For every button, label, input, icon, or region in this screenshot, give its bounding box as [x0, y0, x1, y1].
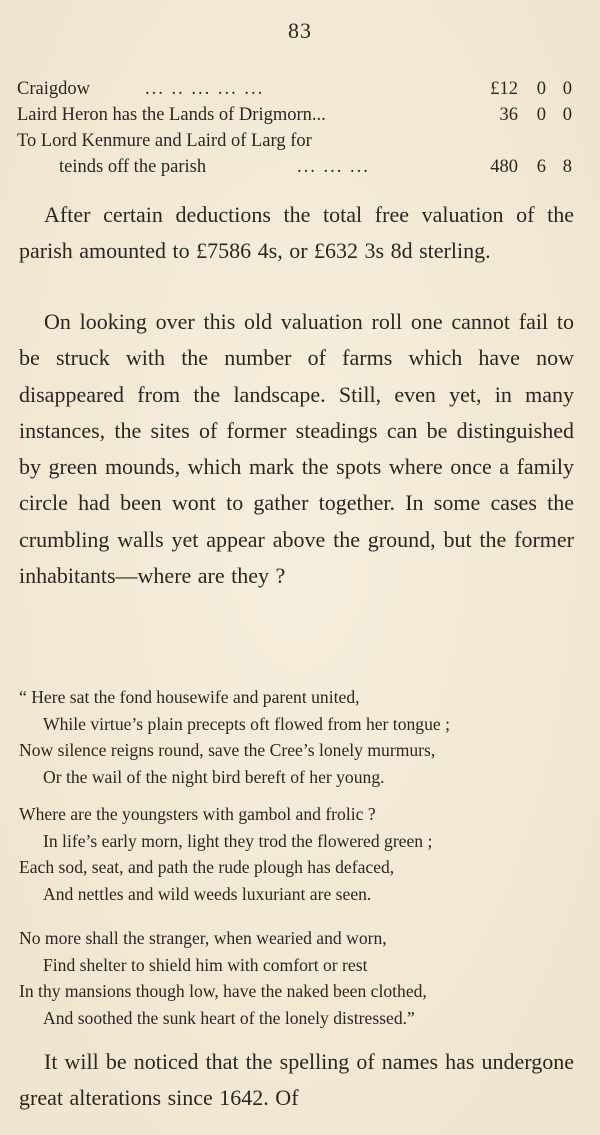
paragraph-text: On looking over this old valuation roll one cannot fail to be struck with the number of farms which have now disappeared from the landscape. Still, even yet, in many instances, the sites of former steadings can be distinguished by green mounds, which mark the spots where once a family circle had been wont to gather together. In some cases the crumbling walls yet appear above the ground, but the former inhabitants—where are they ?: [19, 309, 574, 589]
poem-line: Or the wail of the night bird bereft of her young.: [43, 766, 385, 787]
valuation-table: [17, 76, 582, 180]
page-number: 83: [288, 18, 312, 43]
amount-pence: 0: [562, 105, 572, 125]
valuation-row: [17, 76, 582, 102]
paragraph: [19, 304, 574, 594]
amount-pence: 8: [562, 157, 572, 177]
amount-pounds: £12: [490, 79, 518, 99]
paragraph-text: After certain deductions the total free valuation of the parish amounted to £7586 4s, or £632 3s 8d sterling.: [19, 202, 574, 264]
poem-stanza: [19, 684, 584, 790]
poem-stanza: [19, 801, 584, 907]
amount-pence: 0: [562, 79, 572, 99]
poem-line: While virtue’s plain precepts oft flowed from her tongue ;: [43, 713, 450, 734]
poem-line: In thy mansions though low, have the naked been clothed,: [19, 981, 427, 1001]
poem-line: In life’s early morn, light they trod the flowered green ;: [43, 830, 433, 851]
paragraph-text: It will be noticed that the spelling of names has undergone great alterations since 1642. Of: [19, 1049, 574, 1111]
valuation-name: teinds off the parish: [59, 157, 207, 177]
poem-line: Each sod, seat, and path the rude plough has defaced,: [19, 857, 395, 877]
poem-line: And nettles and wild weeds luxuriant are seen.: [43, 883, 372, 904]
amount-shillings: 6: [536, 157, 546, 177]
amount-shillings: 0: [536, 105, 546, 125]
poem-line: “ Here sat the fond housewife and parent united,: [19, 687, 360, 707]
amount-pounds: 36: [499, 105, 518, 125]
paragraph: [19, 197, 574, 270]
valuation-row: [17, 102, 582, 128]
valuation-name: To Lord Kenmure and Laird of Larg for: [17, 131, 312, 151]
valuation-row: [17, 128, 582, 154]
valuation-name: Craigdow: [17, 79, 90, 99]
amount-shillings: 0: [536, 79, 546, 99]
poem-line: Find shelter to shield him with comfort or rest: [43, 954, 368, 975]
poem-stanza: [19, 925, 584, 1031]
poem-line: Now silence reigns round, save the Cree’s lonely murmurs,: [19, 740, 436, 760]
poem-line: And soothed the sunk heart of the lonely distressed.”: [43, 1007, 415, 1028]
poem-line: No more shall the stranger, when wearied and worn,: [19, 928, 387, 948]
leader-dots: ... .. ... ... ...: [145, 79, 265, 99]
leader-dots: ... ... ...: [297, 157, 370, 177]
amount-pounds: 480: [490, 157, 518, 177]
poem-line: Where are the youngsters with gambol and frolic ?: [19, 804, 376, 824]
paragraph: [19, 1044, 574, 1117]
valuation-row: [17, 154, 582, 180]
valuation-name: Laird Heron has the Lands of Drigmorn...: [17, 105, 326, 125]
